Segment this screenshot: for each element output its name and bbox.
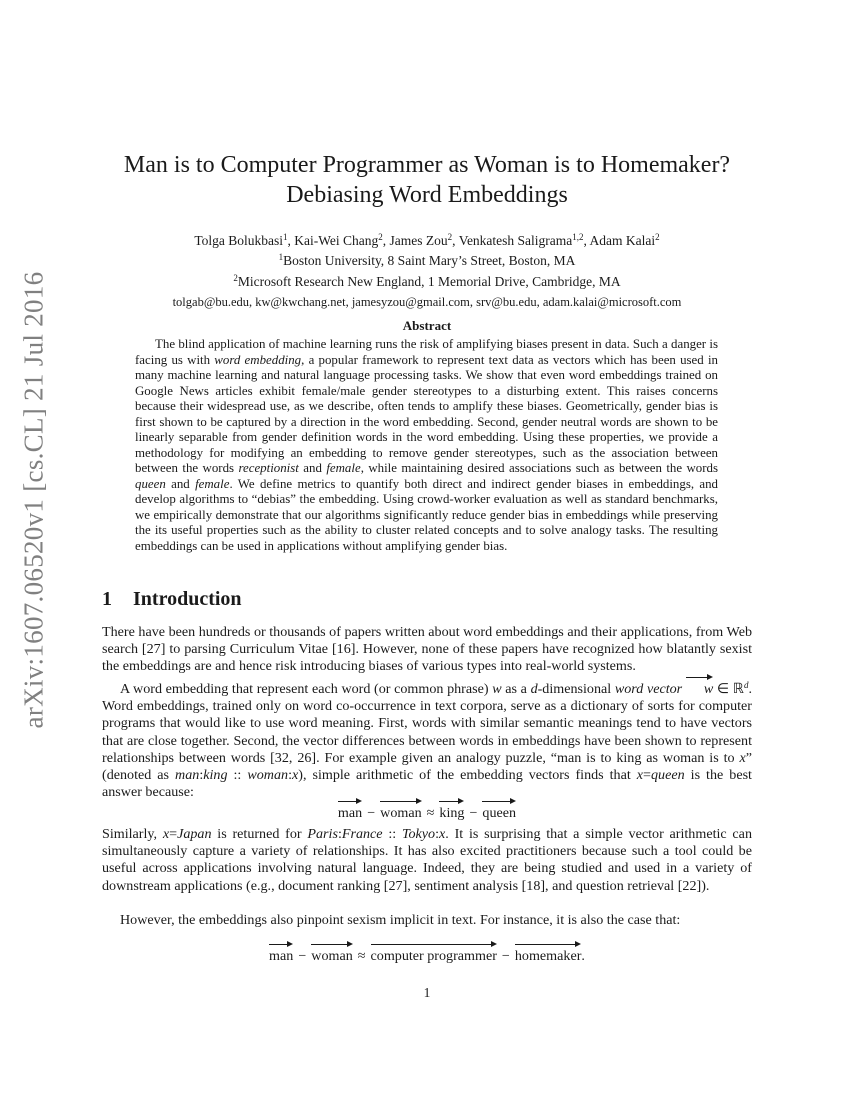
author-affiliation-mark: 1 bbox=[283, 232, 288, 242]
equation-man-woman-programmer-homemaker bbox=[102, 943, 752, 965]
affiliation-1 bbox=[102, 250, 752, 271]
affiliation-mark: 2 bbox=[233, 273, 238, 283]
arxiv-identifier bbox=[14, 271, 54, 729]
section-heading-introduction bbox=[102, 588, 242, 611]
paper-title bbox=[102, 150, 752, 210]
vector-term: king bbox=[439, 800, 464, 822]
page-number: 1 bbox=[423, 985, 431, 1000]
affiliation-mark: 1 bbox=[278, 252, 284, 262]
author-list: Tolga Bolukbasi$^1$, Kai-Wei Chang$^2$, James Zou$^2$, Venkatesh Saligrama$^{1,2}$, Adam Kalai$^2$ bbox=[194, 232, 660, 248]
author-name: Tolga Bolukbasi bbox=[194, 233, 284, 248]
equation-man-woman-king-queen bbox=[102, 800, 752, 822]
operator: − bbox=[298, 948, 307, 964]
intro-paragraph-3: Similarly, x=Japan is returned for Paris:France :: Tokyo:x. It is surprising that a simple vector arithmetic can simultaneously capture a variety of relationships. It has also excited practitioners because such a tool could be useful across applications involving natural language. Indeed, they are being studied and used in a variety of downstream applications (e.g., document ranking [27], sentiment analysis [18], and question retrieval [22]). bbox=[102, 826, 752, 894]
author-affiliation-mark: 2 bbox=[447, 232, 453, 242]
author-name: Adam Kalai bbox=[589, 233, 656, 248]
period: . bbox=[581, 948, 585, 964]
author-name: Kai-Wei Chang bbox=[294, 233, 379, 248]
arxiv-identifier-text: arXiv:1607.06520v1 [cs.CL] 21 Jul 2016 bbox=[18, 271, 49, 729]
author-affiliation-mark: 1,2 bbox=[572, 232, 584, 242]
title-line-2: Debiasing Word Embeddings bbox=[286, 182, 568, 208]
abstract-heading: Abstract bbox=[402, 318, 452, 333]
author-name: Venkatesh Saligrama bbox=[458, 233, 573, 248]
intro-paragraph-2: A word embedding that represent each word (or common phrase) w as a d-dimensional word vector w ∈ ℝ$^d$. Word embeddings, trained only on word co-occurrence in text corpora, serve as a dictionary of sorts for computer programs that would like to use word meaning. First, words with similar semantic meanings tend to have vectors that are close together. Second, the vector differences between words in embeddings have been shown to represent relationships between words [32, 26]. For example given an analogy puzzle, “man is to king as woman is to x” (denoted as man:king :: woman:x), simple arithmetic of the embedding vectors finds that x=queen is the best answer because: bbox=[102, 676, 752, 801]
author-affiliation-mark: 2 bbox=[378, 232, 383, 242]
author-name: James Zou bbox=[389, 233, 448, 248]
operator: − bbox=[367, 805, 376, 821]
vector-w: w bbox=[686, 676, 713, 698]
abstract-text: The blind application of machine learning runs the risk of amplifying biases present in data. Such a danger is facing us with word embedding, a popular framework to represent text data as vectors which has been used in many machine learning and natural language processing tasks. We show that even word embeddings trained on Google News articles exhibit female/male gender stereotypes to a disturbing extent. This raises concerns because their widespread use, as we describe, often tends to amplify these biases. Geometrically, gender bias is first shown to be captured by a direction in the word embedding. Second, gender neutral words are shown to be linearly separable from gender definition words in the word embedding. Using these properties, we provide a methodology for modifying an embedding to remove gender stereotypes, such as the association between between the words receptionist and female, while maintaining desired associations such as between the words queen and female. We define metrics to quantify both direct and indirect gender biases in embeddings, and develop algorithms to “debias” the embedding. Using crowd-worker evaluation as well as standard benchmarks, we empirically demonstrate that our algorithms significantly reduce gender bias in embeddings while preserving the its useful properties such as the ability to cluster related concepts and to solve analogy tasks. The resulting embeddings can be used in applications without amplifying gender bias. bbox=[135, 337, 718, 553]
affiliation-2 bbox=[102, 271, 752, 292]
vector-term: woman bbox=[380, 800, 422, 822]
affiliation-text: Microsoft Research New England, 1 Memorial Drive, Cambridge, MA bbox=[237, 274, 621, 289]
operator: ≈ bbox=[426, 805, 435, 821]
operator: − bbox=[469, 805, 478, 821]
author-block bbox=[102, 230, 752, 313]
vector-term: man bbox=[338, 800, 362, 822]
affiliation-text: Boston University, 8 Saint Mary’s Street, Boston, MA bbox=[283, 253, 576, 268]
vector-term: computer programmer bbox=[371, 943, 497, 965]
author-emails: tolgab@bu.edu, kw@kwchang.net, jamesyzou@gmail.com, srv@bu.edu, adam.kalai@microsoft.com bbox=[172, 295, 682, 309]
title-line-1: Man is to Computer Programmer as Woman is to Homemaker? bbox=[123, 152, 731, 178]
intro-paragraph-4: However, the embeddings also pinpoint sexism implicit in text. For instance, it is also the case that: bbox=[120, 912, 681, 928]
author-affiliation-mark: 2 bbox=[655, 232, 660, 242]
section-title: Introduction bbox=[133, 588, 242, 610]
operator: ≈ bbox=[357, 948, 366, 964]
operator: − bbox=[501, 948, 510, 964]
section-number: 1 bbox=[102, 588, 112, 610]
vector-term: queen bbox=[482, 800, 516, 822]
intro-paragraph-1: There have been hundreds or thousands of papers written about word embeddings and their applications, from Web search [27] to parsing Curriculum Vitae [16]. However, none of these papers have recognized how blatantly sexist the embeddings are and hence risk introducing biases of various types into real-world systems. bbox=[102, 624, 752, 675]
vector-term: woman bbox=[311, 943, 353, 965]
vector-term: homemaker bbox=[515, 943, 582, 965]
vector-term: man bbox=[269, 943, 293, 965]
